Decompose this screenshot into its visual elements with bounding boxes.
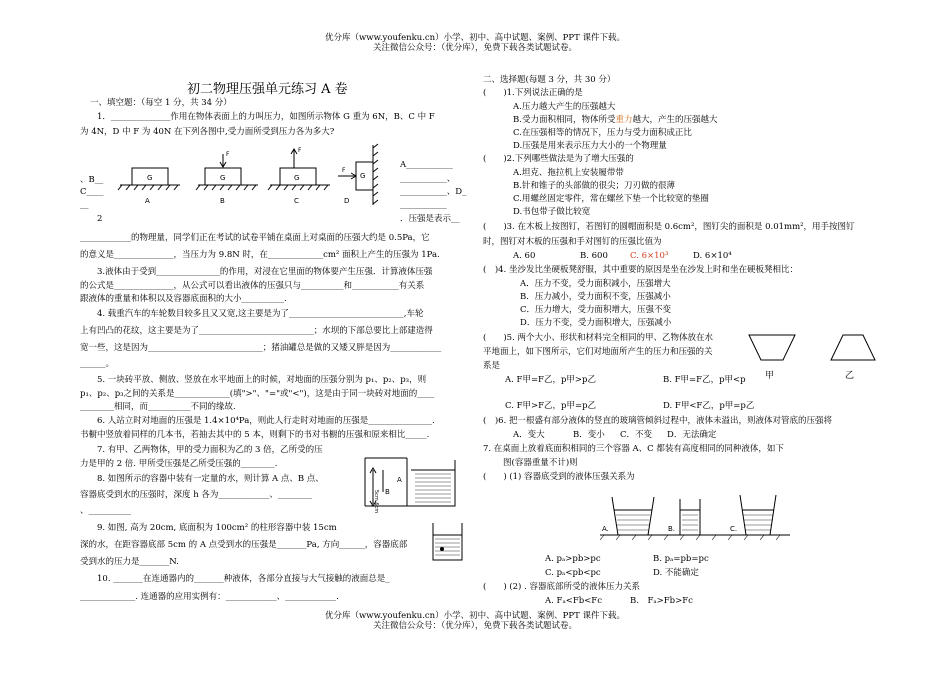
fig7-label-c: C. — [730, 525, 738, 533]
q4-line-c: 宽一些，这是因为___________________________；猪油罐总是做的又矮又胖是因为____________ — [80, 343, 442, 353]
q10-line-b: _____________. 连通器的应用实例有：____________、____________. — [80, 592, 339, 602]
q2-number: 2 — [97, 214, 103, 224]
q1-answer-c-left: C____ — [80, 187, 104, 197]
r-q4-option-a: A．压力不变，受力面积减小，压强增大 — [520, 279, 671, 289]
q3-line-c: 跟液体的重量和体积以及容器底面积的大小__________. — [80, 294, 287, 304]
q5-line-c: ________相同，而__________不同的缘故. — [80, 402, 236, 412]
q9-line-b: 深的水，在距容器底部 5cm 的 A 点受到水的压强是_______Pa, 方向______，容器底部 — [80, 540, 408, 550]
r-q5-option-c: C. F甲>F乙，p甲=p乙 — [505, 401, 597, 411]
q2-line-c: 的意义是______________，当压力为 9.8N 时，在_____________cm² 面积上产生的压强为 1Pa. — [80, 250, 440, 260]
r-q5-option-a: A. F甲=F乙，p甲>p乙 — [505, 375, 596, 385]
r-q5-line-a: ( )5. 两个大小、形状和材料完全相同的甲、乙物体放在水 — [483, 333, 713, 343]
fig1-label-a: A — [145, 197, 150, 205]
r-q4-option-d: D．压力不变，受力面积增大，压强减小 — [520, 318, 672, 328]
section-1-heading: 一、填空题：（每空 1 分，共 34 分） — [90, 98, 232, 108]
r-q6-option-b: B．变小 — [573, 430, 605, 440]
r-q4-option-b: B．压力减小，受力面积不变，压强减小 — [520, 292, 671, 302]
r-q2-option-c: C.用螺丝固定零件，常在螺丝下垫一个比较宽的垫圈 — [513, 194, 709, 204]
r-q3-option-a: A. 60 — [513, 251, 536, 261]
r-q7-2-option-b: B. Fₐ>Fb>Fc — [630, 596, 693, 606]
r-q5-line-b: 平地面上，如下图所示，它们对地面所产生的压力和压强的关 — [483, 347, 713, 357]
r-q7-1-option-a: A. pₐ>pb>pc — [545, 554, 601, 564]
q1-answer-b: ___________、 — [400, 174, 456, 184]
fig1-f-b: F — [226, 151, 230, 158]
q7-line-a: 7. 有甲、乙两物体，甲的受力面积为乙的 3 倍，乙所受的压 — [97, 445, 323, 455]
q2-line-a: ．压强是表示__ — [400, 214, 460, 224]
footer-line-1: 优分库（www.youfenku.cn）小学、初中、高中试题、案例、PPT 课件下载。 — [325, 611, 625, 621]
r-q2-option-d: D.书包带子做比较宽 — [513, 207, 591, 217]
q1-answer-b-left: 、B__ — [80, 175, 104, 185]
q10-line-a: 10. _______在连通器内的_______种液体，各部分直接与大气接触的液面总是_ — [97, 574, 390, 584]
q4-line-b: 上有凹凸的花纹，这主要是为了___________________________；水坝的下部总要比上部建造得 — [80, 326, 433, 336]
fig1-f-d: F — [342, 167, 346, 174]
q6-line-a: 6. 人站立时对地面的压强是 1.4×10⁴Pa，则此人行走时对地面的压强是_______________. — [97, 416, 435, 426]
fig5-label-yi: 乙 — [845, 371, 855, 381]
fig1-label-b: B — [220, 197, 225, 205]
q7-figure — [590, 485, 800, 540]
q1-answer-d: ___________ — [400, 200, 447, 210]
r-q7-line-a: 7. 在桌面上放着底面积相同的三个容器 A、C 都装有高度相同的同种液体，如下 — [483, 444, 784, 454]
r-q3-option-c: C. 6×10³ — [630, 251, 669, 261]
q9-line-a: 9. 如图, 高为 20cm, 底面积为 100cm² 的柱形容器中装 15cm — [97, 523, 337, 533]
fig8-label-b: B — [385, 488, 390, 496]
q4-line-a: 4. 载重汽车的车轮数目较多且又又宽,这主要是为了___________________________,车轮 — [97, 309, 424, 319]
r-q4-option-c: C．压力增大，受力面积增大，压强不变 — [520, 305, 672, 315]
r-q3-line-b: 时，图钉对木板的压强和手对图钉的压强比值为 — [483, 237, 662, 247]
r-q3-line-a: ( )3. 在木板上按图钉，若图钉的圆帽面积是 0.6cm²，图钉尖的面积是 0.01mm²，用手按图钉 — [483, 222, 855, 232]
q8-figure — [355, 448, 465, 514]
r-q5-line-c: 系是 — [483, 361, 501, 371]
r-q1-option-b: B.受力面积相同，物体所受重力越大，产生的压强越大 — [513, 115, 718, 125]
r-q7-line-b: 图(容器重量不计)则 — [503, 458, 578, 468]
r-q5-option-d: D. F甲<F乙，p甲=p乙 — [663, 401, 755, 411]
q8-line-c: 、__________ — [80, 506, 132, 516]
fig1-g-a: G — [147, 174, 153, 182]
fig1-g-b: G — [220, 174, 226, 182]
r-q2-option-a: A.坦克、拖拉机上安装履带带 — [513, 168, 624, 178]
q2-line-b: ____________的物理量，同学们正在考试的试卷平铺在桌面上对桌面的压强大约是 0.5Pa，它 — [80, 233, 430, 243]
q5-line-a: 5. 一块砖平放、侧放、竖放在水平地面上的时候，对地面的压强分别为 p₁、p₂、p₃，则 — [97, 375, 427, 385]
q5-line-b: p₁、p₂、p₃之间的关系是_____________(填">"、"="或"<")，这是由于同一块砖对地面的____ — [80, 389, 435, 399]
fig1-g-c: G — [294, 174, 300, 182]
r-q1-option-d: D.压强是用来表示压力大小的一个物理量 — [513, 141, 667, 151]
r-q6-option-d: D．无法确定 — [667, 430, 717, 440]
fig1-label-d: D — [344, 197, 350, 205]
q3-line-b: 的公式是______________，从公式可以看出液体的压强只与__________和___________有关系 — [80, 281, 425, 291]
r-q5-option-b: B. F甲=F乙，p甲<p — [663, 375, 746, 385]
r-q7-1-option-b: B. pₐ=pb=pc — [653, 554, 709, 564]
q9-line-c: 受到水的压力是_______N. — [80, 557, 179, 567]
q3-line-a: 3.液体由于受到_______________的作用，对浸在它里面的物体要产生压强．计算液体压强 — [97, 267, 433, 277]
r-q2: ( )2.下列哪些做法是为了增大压强的 — [483, 154, 634, 164]
fig8-label-a: A — [397, 476, 402, 484]
r-q3-option-b: B. 600 — [580, 251, 608, 261]
q1-line-b: 为 4N，D 中 F 为 40N 在下列各图中,受力面所受到压力各为多大? — [80, 127, 335, 137]
r-q3-option-d: D. 6×10⁴ — [693, 251, 732, 261]
q1-line-a: 1．______________作用在物体表面上的力叫压力，如图所示物体 G 重为 6N，B、C 中 F — [97, 112, 435, 122]
q1-figure — [80, 140, 390, 210]
section-2-heading: 二、选择题(每题 3 分，共 30 分） — [483, 75, 616, 85]
r-q6-option-a: A．变大 — [513, 430, 545, 440]
r-q4: ( )4. 坐沙发比坐硬板凳舒服，其中重要的原因是坐在沙发上时和坐在硬板凳相比： — [483, 265, 798, 275]
footer-line-2: 关注微信公众号：（优分库），免费下载各类试题试卷。 — [372, 621, 577, 631]
r-q1-option-a: A.压力越大产生的压强越大 — [513, 102, 616, 112]
r-q1-option-c: C.在压强相等的情况下，压力与受力面积成正比 — [513, 128, 692, 138]
r-q7-1-option-d: D. 不能确定 — [653, 568, 699, 578]
r-q7-2-option-a: A. Fₐ<Fb<Fc — [545, 596, 602, 606]
r-q1: ( )1.下列说法正确的是 — [483, 88, 583, 98]
r-q7-2: ( ) (2) . 容器底部所受的液体压力关系 — [483, 582, 640, 592]
r-q7-line-c: ( ) (1) 容器底受到的液体压强关系为 — [483, 472, 635, 482]
q1-answer-c: ___________、D_ — [400, 187, 467, 197]
q1-answer-a: A___________ — [400, 160, 453, 170]
fig1-label-c: C — [294, 197, 299, 205]
fig7-label-a: A. — [602, 525, 609, 533]
q8-line-a: 8. 如图所示的容器中装有一定量的水，则计算 A 点、B 点、 — [97, 474, 324, 484]
q8-line-b: 容器底受到水的压强时，深度 h 各为____________、________ — [80, 490, 312, 500]
q1-dash: __ — [80, 200, 89, 210]
q5-figure — [745, 330, 885, 385]
fig5-label-jia: 甲 — [765, 371, 775, 381]
header-line-1: 优分库（www.youfenku.cn）小学、初中、高中试题、案例、PPT 课件下载。 — [325, 33, 625, 43]
q9-figure — [430, 520, 470, 565]
fig8-depth: 5cm 6cm — [373, 490, 379, 514]
header-line-2: 关注微信公众号：（优分库），免费下载各类试题试卷。 — [372, 43, 577, 53]
page-title: 初二物理压强单元练习 A 卷 — [187, 82, 348, 97]
r-q6-option-c: C．不变 — [620, 430, 653, 440]
fig1-f-c: F — [298, 147, 302, 154]
q6-line-b: 书橱中竖放着同样的几本书，若抽去其中的 5 本，则剩下的书对书橱的压强和原来相比_____. — [80, 430, 430, 440]
fig7-label-b: B. — [668, 525, 676, 533]
q4-line-d: ______。 — [80, 359, 115, 369]
r-q7-1-option-c: C. pₐ<pb<pc — [545, 568, 601, 578]
q7-line-b: 力是甲的 2 倍. 甲所受压强是乙所受压强的________. — [80, 459, 278, 469]
r-q6: ( )6. 把一根盛有部分液体的竖直的玻璃管倾斜过程中，液体未溢出，则液体对管底的压强将 — [483, 416, 832, 426]
r-q2-option-b: B.针和锥子的头部做的很尖；刀刃做的很薄 — [513, 181, 675, 191]
fig1-g-d: G — [360, 172, 366, 180]
